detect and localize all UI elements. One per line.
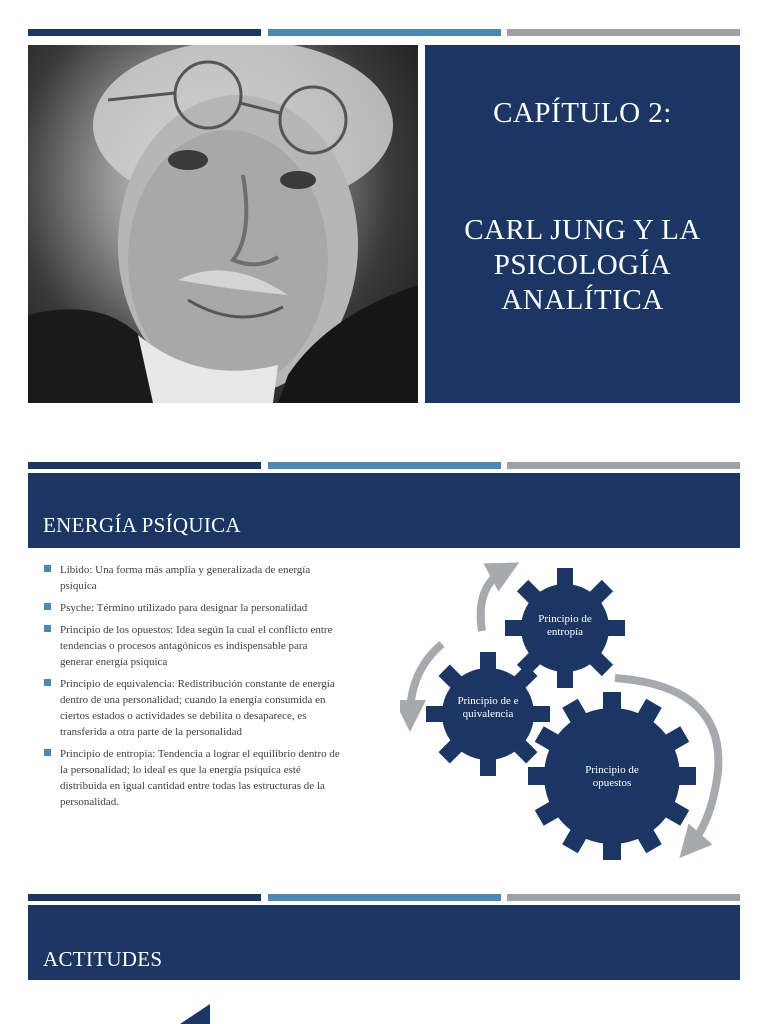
slide2-top-stripes — [28, 462, 740, 469]
slide3-top-stripes — [28, 894, 740, 901]
gear-opposites-label: Principio de opuestos — [585, 764, 639, 789]
list-item — [44, 622, 340, 670]
bullet-text: Libido: Una forma más amplia y generalizada de energía psíquica — [60, 564, 311, 592]
square-bullet-icon — [44, 565, 51, 572]
blue-stripe — [268, 462, 501, 469]
bullet-text: Psyche: Término utilizado para designar la personalidad — [60, 602, 308, 614]
square-bullet-icon — [44, 625, 51, 632]
arrow-icon — [481, 570, 505, 631]
section-title: ACTITUDES — [43, 947, 163, 971]
gears-graphic — [400, 556, 740, 866]
bullet-text: Principio de los opuestos: Idea según la cual el conflicto entre tendencias o procesos antagónicos es indispensable para generar energía psíquica — [60, 624, 333, 668]
slide1-top-stripes — [28, 29, 740, 36]
navy-stripe — [28, 29, 261, 36]
section-title: ENERGÍA PSÍQUICA — [43, 513, 241, 537]
square-bullet-icon — [44, 749, 51, 756]
bullet-text: Principio de entropía: Tendencia a lograr el equilibrio dentro de la personalidad; lo ideal es que la energía psíquica esté distribuida en igual cantidad entre todas las estructuras de la personalidad. — [60, 748, 340, 808]
square-bullet-icon — [44, 679, 51, 686]
list-item — [44, 600, 340, 616]
gear-equivalence-label: Principio de equivalencia — [457, 695, 519, 720]
gray-stripe — [507, 462, 740, 469]
navy-stripe — [28, 462, 261, 469]
portrait-illustration — [28, 45, 418, 403]
actitudes-header — [28, 905, 740, 980]
list-item — [44, 676, 340, 740]
gears-diagram — [400, 556, 740, 866]
list-item — [44, 562, 340, 594]
navy-stripe — [28, 894, 261, 901]
bullet-list — [44, 562, 340, 816]
blue-stripe — [268, 894, 501, 901]
gray-stripe — [507, 29, 740, 36]
square-bullet-icon — [44, 603, 51, 610]
chapter-title-panel — [425, 45, 740, 403]
list-item — [44, 746, 340, 810]
energia-psiquica-header — [28, 473, 740, 548]
arrow-icon — [410, 644, 442, 716]
gear-entropy-label: Principio de entropía — [538, 613, 592, 638]
gray-stripe — [507, 894, 740, 901]
blue-stripe — [268, 29, 501, 36]
chapter-title: CARL JUNG Y LA PSICOLOGÍA ANALÍTICA — [464, 214, 701, 316]
chapter-number: CAPÍTULO 2: — [493, 97, 672, 129]
triangle-shape-icon — [180, 1004, 212, 1024]
bullet-text: Principio de equivalencia: Redistribución constante de energía dentro de una personalidad; cuando la energía consumida en ciertos estados o actividades se debilita o desaparece, es transferida a otra parte de la personalidad — [60, 678, 335, 738]
carl-jung-portrait-photo — [28, 45, 418, 403]
